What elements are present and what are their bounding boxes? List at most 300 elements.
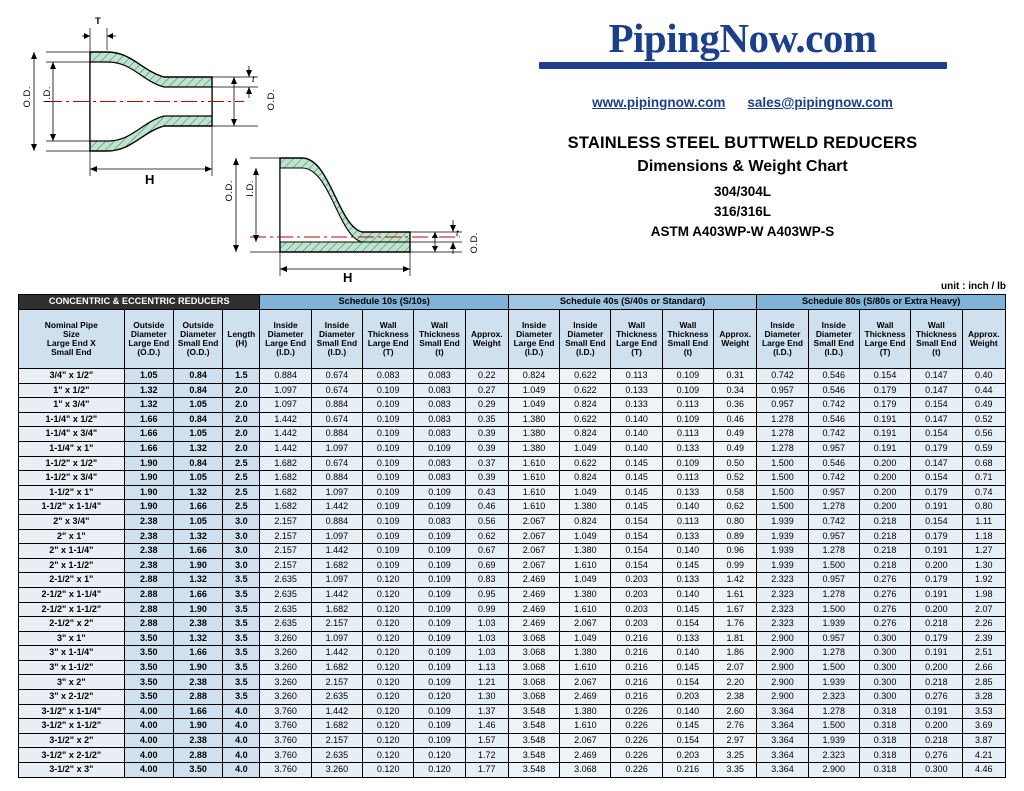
cell-r25-c7: 0.109 <box>414 733 465 748</box>
cell-r21-c10: 2.067 <box>560 675 611 690</box>
cell-r10-c15: 0.742 <box>808 514 859 529</box>
cell-r17-c8: 1.03 <box>465 617 508 632</box>
cell-r19-c8: 1.03 <box>465 646 508 661</box>
email-link[interactable]: sales@pipingnow.com <box>747 95 893 110</box>
cell-r0-c13: 0.31 <box>714 369 757 384</box>
column-header-line: Thickness <box>667 329 709 340</box>
cell-r11-c2: 1.32 <box>173 529 222 544</box>
cell-r23-c5: 1.442 <box>311 704 362 719</box>
cell-r12-c14: 1.939 <box>757 544 808 559</box>
cell-r4-c13: 0.49 <box>714 427 757 442</box>
column-header-line: Wall <box>431 320 448 331</box>
cell-r24-c5: 1.682 <box>311 719 362 734</box>
table-row <box>19 675 1006 690</box>
column-header-0 <box>19 310 125 369</box>
cell-r9-c9: 1.610 <box>508 500 559 515</box>
cell-r23-c3: 4.0 <box>223 704 260 719</box>
table-row <box>19 558 1006 573</box>
group-header-sch40s: Schedule 40s (S/40s or Standard) <box>508 295 756 310</box>
cell-r17-c0: 2-1/2" x 2" <box>19 617 125 632</box>
cell-r2-c1: 1.32 <box>124 398 173 413</box>
cell-r24-c16: 0.318 <box>859 719 910 734</box>
cell-r22-c9: 3.068 <box>508 690 559 705</box>
cell-r26-c6: 0.120 <box>363 748 414 763</box>
dimensions-weight-table <box>18 294 1006 778</box>
column-header-line: Thickness <box>915 329 957 340</box>
cell-r11-c15: 0.957 <box>808 529 859 544</box>
cell-r1-c3: 2.0 <box>223 383 260 398</box>
cell-r15-c12: 0.140 <box>662 587 713 602</box>
cell-r25-c9: 3.548 <box>508 733 559 748</box>
cell-r8-c4: 1.682 <box>260 485 311 500</box>
cell-r6-c18: 0.68 <box>962 456 1005 471</box>
cell-r14-c11: 0.203 <box>611 573 662 588</box>
cell-r15-c6: 0.120 <box>363 587 414 602</box>
cell-r15-c10: 1.380 <box>560 587 611 602</box>
cell-r19-c7: 0.109 <box>414 646 465 661</box>
cell-r27-c13: 3.35 <box>714 763 757 778</box>
cell-r11-c9: 2.067 <box>508 529 559 544</box>
cell-r10-c0: 2" x 3/4" <box>19 514 125 529</box>
cell-r10-c5: 0.884 <box>311 514 362 529</box>
cell-r22-c14: 2.900 <box>757 690 808 705</box>
cell-r13-c0: 2" x 1-1/2" <box>19 558 125 573</box>
cell-r22-c4: 3.260 <box>260 690 311 705</box>
eccentric-t-label: t <box>456 228 459 239</box>
cell-r5-c7: 0.109 <box>414 441 465 456</box>
cell-r6-c12: 0.109 <box>662 456 713 471</box>
cell-r19-c11: 0.216 <box>611 646 662 661</box>
cell-r13-c15: 1.500 <box>808 558 859 573</box>
cell-r11-c11: 0.154 <box>611 529 662 544</box>
cell-r16-c8: 0.99 <box>465 602 508 617</box>
column-header-line: Weight <box>472 338 501 348</box>
cell-r11-c12: 0.133 <box>662 529 713 544</box>
cell-r3-c3: 2.0 <box>223 412 260 427</box>
cell-r17-c14: 2.323 <box>757 617 808 632</box>
cell-r5-c16: 0.191 <box>859 441 910 456</box>
cell-r9-c2: 1.66 <box>173 500 222 515</box>
cell-r16-c4: 2.635 <box>260 602 311 617</box>
cell-r7-c4: 1.682 <box>260 471 311 486</box>
cell-r10-c8: 0.56 <box>465 514 508 529</box>
cell-r14-c2: 1.32 <box>173 573 222 588</box>
cell-r14-c4: 2.635 <box>260 573 311 588</box>
cell-r5-c17: 0.179 <box>911 441 962 456</box>
cell-r21-c17: 0.218 <box>911 675 962 690</box>
column-header-row <box>19 310 1006 369</box>
column-header-16 <box>859 310 910 369</box>
cell-r16-c16: 0.276 <box>859 602 910 617</box>
column-header-line: Inside <box>273 320 298 331</box>
cell-r12-c9: 2.067 <box>508 544 559 559</box>
cell-r4-c0: 1-1/4" x 3/4" <box>19 427 125 442</box>
column-header-17 <box>911 310 962 369</box>
cell-r24-c6: 0.120 <box>363 719 414 734</box>
cell-r1-c2: 0.84 <box>173 383 222 398</box>
cell-r4-c10: 0.824 <box>560 427 611 442</box>
cell-r17-c2: 2.38 <box>173 617 222 632</box>
cell-r3-c6: 0.109 <box>363 412 414 427</box>
cell-r23-c13: 2.60 <box>714 704 757 719</box>
concentric-T-label: T <box>95 16 101 27</box>
unit-note: unit : inch / lb <box>941 281 1006 292</box>
column-header-14 <box>757 310 808 369</box>
cell-r21-c0: 3" x 2" <box>19 675 125 690</box>
cell-r4-c8: 0.39 <box>465 427 508 442</box>
cell-r1-c10: 0.622 <box>560 383 611 398</box>
table-row <box>19 412 1006 427</box>
cell-r25-c17: 0.218 <box>911 733 962 748</box>
chart-title-sub: Dimensions & Weight Chart <box>637 158 848 175</box>
cell-r5-c8: 0.39 <box>465 441 508 456</box>
cell-r17-c13: 1.76 <box>714 617 757 632</box>
cell-r27-c9: 3.548 <box>508 763 559 778</box>
cell-r4-c5: 0.884 <box>311 427 362 442</box>
cell-r11-c0: 2" x 1" <box>19 529 125 544</box>
cell-r3-c15: 0.546 <box>808 412 859 427</box>
column-header-line: (t) <box>683 346 693 357</box>
cell-r24-c17: 0.200 <box>911 719 962 734</box>
column-header-line: Large End <box>367 338 409 348</box>
cell-r23-c8: 1.37 <box>465 704 508 719</box>
cell-r5-c9: 1.380 <box>508 441 559 456</box>
cell-r9-c8: 0.46 <box>465 500 508 515</box>
cell-r7-c6: 0.109 <box>363 471 414 486</box>
cell-r10-c13: 0.80 <box>714 514 757 529</box>
cell-r0-c14: 0.742 <box>757 369 808 384</box>
cell-r5-c10: 1.049 <box>560 441 611 456</box>
column-header-line: Diameter <box>516 329 552 340</box>
cell-r15-c15: 1.278 <box>808 587 859 602</box>
cell-r27-c10: 3.068 <box>560 763 611 778</box>
cell-r6-c15: 0.546 <box>808 456 859 471</box>
cell-r8-c11: 0.145 <box>611 485 662 500</box>
cell-r4-c15: 0.742 <box>808 427 859 442</box>
cell-r10-c11: 0.154 <box>611 514 662 529</box>
cell-r23-c12: 0.140 <box>662 704 713 719</box>
cell-r7-c12: 0.113 <box>662 471 713 486</box>
cell-r27-c7: 0.120 <box>414 763 465 778</box>
concentric-t-label: t <box>252 74 255 85</box>
cell-r22-c15: 2.323 <box>808 690 859 705</box>
column-header-line: Small End <box>51 346 92 357</box>
cell-r16-c7: 0.109 <box>414 602 465 617</box>
cell-r7-c17: 0.154 <box>911 471 962 486</box>
cell-r6-c11: 0.145 <box>611 456 662 471</box>
column-header-line: (T) <box>631 346 642 357</box>
cell-r24-c9: 3.548 <box>508 719 559 734</box>
cell-r26-c12: 0.203 <box>662 748 713 763</box>
cell-r14-c13: 1.42 <box>714 573 757 588</box>
cell-r16-c0: 2-1/2" x 1-1/2" <box>19 602 125 617</box>
cell-r5-c3: 2.0 <box>223 441 260 456</box>
cell-r0-c4: 0.884 <box>260 369 311 384</box>
cell-r6-c9: 1.610 <box>508 456 559 471</box>
table-row <box>19 383 1006 398</box>
cell-r5-c18: 0.59 <box>962 441 1005 456</box>
cell-r17-c3: 3.5 <box>223 617 260 632</box>
cell-r26-c17: 0.276 <box>911 748 962 763</box>
cell-r26-c3: 4.0 <box>223 748 260 763</box>
table-row <box>19 529 1006 544</box>
cell-r19-c2: 1.66 <box>173 646 222 661</box>
cell-r21-c6: 0.120 <box>363 675 414 690</box>
column-header-line: Length <box>227 329 256 340</box>
cell-r20-c2: 1.90 <box>173 660 222 675</box>
cell-r6-c3: 2.5 <box>223 456 260 471</box>
cell-r2-c16: 0.179 <box>859 398 910 413</box>
cell-r20-c18: 2.66 <box>962 660 1005 675</box>
concentric-id-left-label: I.D. <box>42 86 53 103</box>
cell-r25-c16: 0.318 <box>859 733 910 748</box>
cell-r10-c17: 0.154 <box>911 514 962 529</box>
cell-r12-c3: 3.0 <box>223 544 260 559</box>
cell-r8-c16: 0.200 <box>859 485 910 500</box>
cell-r8-c18: 0.74 <box>962 485 1005 500</box>
cell-r7-c2: 1.05 <box>173 471 222 486</box>
cell-r21-c1: 3.50 <box>124 675 173 690</box>
cell-r5-c0: 1-1/4" x 1" <box>19 441 125 456</box>
cell-r5-c6: 0.109 <box>363 441 414 456</box>
cell-r2-c4: 1.097 <box>260 398 311 413</box>
cell-r27-c14: 3.364 <box>757 763 808 778</box>
cell-r21-c3: 3.5 <box>223 675 260 690</box>
cell-r24-c0: 3-1/2" x 1-1/2" <box>19 719 125 734</box>
cell-r5-c13: 0.49 <box>714 441 757 456</box>
cell-r25-c4: 3.760 <box>260 733 311 748</box>
cell-r11-c18: 1.18 <box>962 529 1005 544</box>
cell-r7-c14: 1.500 <box>757 471 808 486</box>
cell-r15-c17: 0.191 <box>911 587 962 602</box>
cell-r16-c3: 3.5 <box>223 602 260 617</box>
column-header-12 <box>662 310 713 369</box>
cell-r26-c15: 2.323 <box>808 748 859 763</box>
cell-r9-c5: 1.442 <box>311 500 362 515</box>
cell-r21-c5: 2.157 <box>311 675 362 690</box>
column-header-line: Inside <box>324 320 349 331</box>
cell-r1-c9: 1.049 <box>508 383 559 398</box>
cell-r21-c15: 1.939 <box>808 675 859 690</box>
cell-r8-c6: 0.109 <box>363 485 414 500</box>
website-link[interactable]: www.pipingnow.com <box>592 95 726 110</box>
cell-r26-c5: 2.635 <box>311 748 362 763</box>
cell-r23-c10: 1.380 <box>560 704 611 719</box>
cell-r19-c14: 2.900 <box>757 646 808 661</box>
cell-r16-c11: 0.203 <box>611 602 662 617</box>
column-header-line: (O.D.) <box>186 346 210 357</box>
cell-r20-c14: 2.900 <box>757 660 808 675</box>
cell-r15-c4: 2.635 <box>260 587 311 602</box>
cell-r11-c5: 1.097 <box>311 529 362 544</box>
cell-r9-c1: 1.90 <box>124 500 173 515</box>
cell-r3-c1: 1.66 <box>124 412 173 427</box>
column-header-line: Wall <box>876 320 894 331</box>
cell-r12-c17: 0.191 <box>911 544 962 559</box>
cell-r19-c1: 3.50 <box>124 646 173 661</box>
cell-r8-c10: 1.049 <box>560 485 611 500</box>
cell-r3-c17: 0.147 <box>911 412 962 427</box>
cell-r12-c0: 2" x 1-1/4" <box>19 544 125 559</box>
cell-r5-c1: 1.66 <box>124 441 173 456</box>
column-header-line: Small End <box>316 338 358 348</box>
cell-r25-c6: 0.120 <box>363 733 414 748</box>
cell-r7-c5: 0.884 <box>311 471 362 486</box>
cell-r12-c16: 0.218 <box>859 544 910 559</box>
table-row <box>19 427 1006 442</box>
cell-r11-c13: 0.89 <box>714 529 757 544</box>
column-header-11 <box>611 310 662 369</box>
cell-r22-c8: 1.30 <box>465 690 508 705</box>
cell-r23-c9: 3.548 <box>508 704 559 719</box>
cell-r0-c3: 1.5 <box>223 369 260 384</box>
column-header-line: Size <box>62 329 80 340</box>
cell-r3-c12: 0.109 <box>662 412 713 427</box>
grade-316: 316/316L <box>713 204 772 219</box>
cell-r19-c9: 3.068 <box>508 646 559 661</box>
cell-r26-c2: 2.88 <box>173 748 222 763</box>
cell-r22-c16: 0.300 <box>859 690 910 705</box>
cell-r21-c14: 2.900 <box>757 675 808 690</box>
cell-r1-c18: 0.44 <box>962 383 1005 398</box>
cell-r14-c10: 1.049 <box>560 573 611 588</box>
group-header-sch80s: Schedule 80s (S/80s or Extra Heavy) <box>757 295 1006 310</box>
table-row <box>19 441 1006 456</box>
cell-r8-c8: 0.43 <box>465 485 508 500</box>
chart-title-main: STAINLESS STEEL BUTTWELD REDUCERS <box>567 134 918 152</box>
column-header-line: Outside <box>182 320 214 331</box>
cell-r14-c9: 2.469 <box>508 573 559 588</box>
cell-r24-c8: 1.46 <box>465 719 508 734</box>
cell-r1-c13: 0.34 <box>714 383 757 398</box>
cell-r18-c5: 1.097 <box>311 631 362 646</box>
cell-r15-c3: 3.5 <box>223 587 260 602</box>
cell-r27-c4: 3.760 <box>260 763 311 778</box>
column-header-line: Small End <box>565 338 606 348</box>
cell-r15-c14: 2.323 <box>757 587 808 602</box>
cell-r6-c14: 1.500 <box>757 456 808 471</box>
cell-r23-c6: 0.120 <box>363 704 414 719</box>
column-header-line: Small End <box>813 338 855 348</box>
cell-r4-c2: 1.05 <box>173 427 222 442</box>
cell-r10-c16: 0.218 <box>859 514 910 529</box>
cell-r1-c8: 0.27 <box>465 383 508 398</box>
cell-r26-c14: 3.364 <box>757 748 808 763</box>
cell-r0-c6: 0.083 <box>363 369 414 384</box>
cell-r9-c6: 0.109 <box>363 500 414 515</box>
column-header-line: Thickness <box>616 329 658 340</box>
cell-r26-c10: 2.469 <box>560 748 611 763</box>
cell-r13-c9: 2.067 <box>508 558 559 573</box>
cell-r7-c10: 0.824 <box>560 471 611 486</box>
table-row <box>19 733 1006 748</box>
cell-r18-c11: 0.216 <box>611 631 662 646</box>
column-header-4 <box>260 310 311 369</box>
cell-r18-c12: 0.133 <box>662 631 713 646</box>
cell-r0-c11: 0.113 <box>611 369 662 384</box>
brand-title: PipingNow.com <box>608 15 877 61</box>
cell-r17-c5: 2.157 <box>311 617 362 632</box>
cell-r15-c7: 0.109 <box>414 587 465 602</box>
cell-r12-c10: 1.380 <box>560 544 611 559</box>
table-row <box>19 544 1006 559</box>
cell-r5-c14: 1.278 <box>757 441 808 456</box>
cell-r15-c16: 0.276 <box>859 587 910 602</box>
cell-r16-c14: 2.323 <box>757 602 808 617</box>
column-header-line: (H) <box>235 338 248 348</box>
column-header-line: (I.D.) <box>524 346 544 357</box>
cell-r19-c12: 0.140 <box>662 646 713 661</box>
cell-r10-c1: 2.38 <box>124 514 173 529</box>
column-header-1 <box>124 310 173 369</box>
cell-r26-c18: 4.21 <box>962 748 1005 763</box>
cell-r0-c5: 0.674 <box>311 369 362 384</box>
column-header-line: (I.D.) <box>576 346 595 357</box>
cell-r23-c2: 1.66 <box>173 704 222 719</box>
cell-r19-c6: 0.120 <box>363 646 414 661</box>
column-header-line: Large End <box>265 338 307 348</box>
cell-r20-c8: 1.13 <box>465 660 508 675</box>
column-header-line: Small End <box>916 338 957 348</box>
cell-r24-c3: 4.0 <box>223 719 260 734</box>
cell-r13-c11: 0.154 <box>611 558 662 573</box>
cell-r7-c16: 0.200 <box>859 471 910 486</box>
cell-r13-c17: 0.200 <box>911 558 962 573</box>
column-header-line: Wall <box>679 320 697 331</box>
cell-r1-c7: 0.083 <box>414 383 465 398</box>
cell-r24-c10: 1.610 <box>560 719 611 734</box>
cell-r9-c18: 0.80 <box>962 500 1005 515</box>
cell-r26-c13: 3.25 <box>714 748 757 763</box>
cell-r8-c1: 1.90 <box>124 485 173 500</box>
cell-r18-c6: 0.120 <box>363 631 414 646</box>
column-header-5 <box>311 310 362 369</box>
column-header-line: Small End <box>667 338 709 348</box>
cell-r27-c17: 0.300 <box>911 763 962 778</box>
cell-r16-c12: 0.145 <box>662 602 713 617</box>
cell-r6-c13: 0.50 <box>714 456 757 471</box>
cell-r23-c1: 4.00 <box>124 704 173 719</box>
cell-r18-c4: 3.260 <box>260 631 311 646</box>
cell-r17-c7: 0.109 <box>414 617 465 632</box>
cell-r1-c17: 0.147 <box>911 383 962 398</box>
cell-r17-c16: 0.276 <box>859 617 910 632</box>
table-row <box>19 456 1006 471</box>
cell-r0-c15: 0.546 <box>808 369 859 384</box>
cell-r7-c15: 0.742 <box>808 471 859 486</box>
cell-r2-c7: 0.083 <box>414 398 465 413</box>
cell-r12-c1: 2.38 <box>124 544 173 559</box>
cell-r6-c7: 0.083 <box>414 456 465 471</box>
cell-r9-c13: 0.62 <box>714 500 757 515</box>
cell-r4-c18: 0.56 <box>962 427 1005 442</box>
column-header-line: Thickness <box>367 329 409 340</box>
cell-r2-c5: 0.884 <box>311 398 362 413</box>
cell-r14-c0: 2-1/2" x 1" <box>19 573 125 588</box>
cell-r2-c8: 0.29 <box>465 398 508 413</box>
cell-r13-c8: 0.69 <box>465 558 508 573</box>
cell-r12-c12: 0.140 <box>662 544 713 559</box>
cell-r9-c4: 1.682 <box>260 500 311 515</box>
cell-r5-c15: 0.957 <box>808 441 859 456</box>
cell-r25-c10: 2.067 <box>560 733 611 748</box>
cell-r8-c2: 1.32 <box>173 485 222 500</box>
cell-r17-c4: 2.635 <box>260 617 311 632</box>
cell-r25-c18: 3.87 <box>962 733 1005 748</box>
column-header-line: Diameter <box>764 329 801 340</box>
cell-r5-c4: 1.442 <box>260 441 311 456</box>
cell-r20-c15: 1.500 <box>808 660 859 675</box>
